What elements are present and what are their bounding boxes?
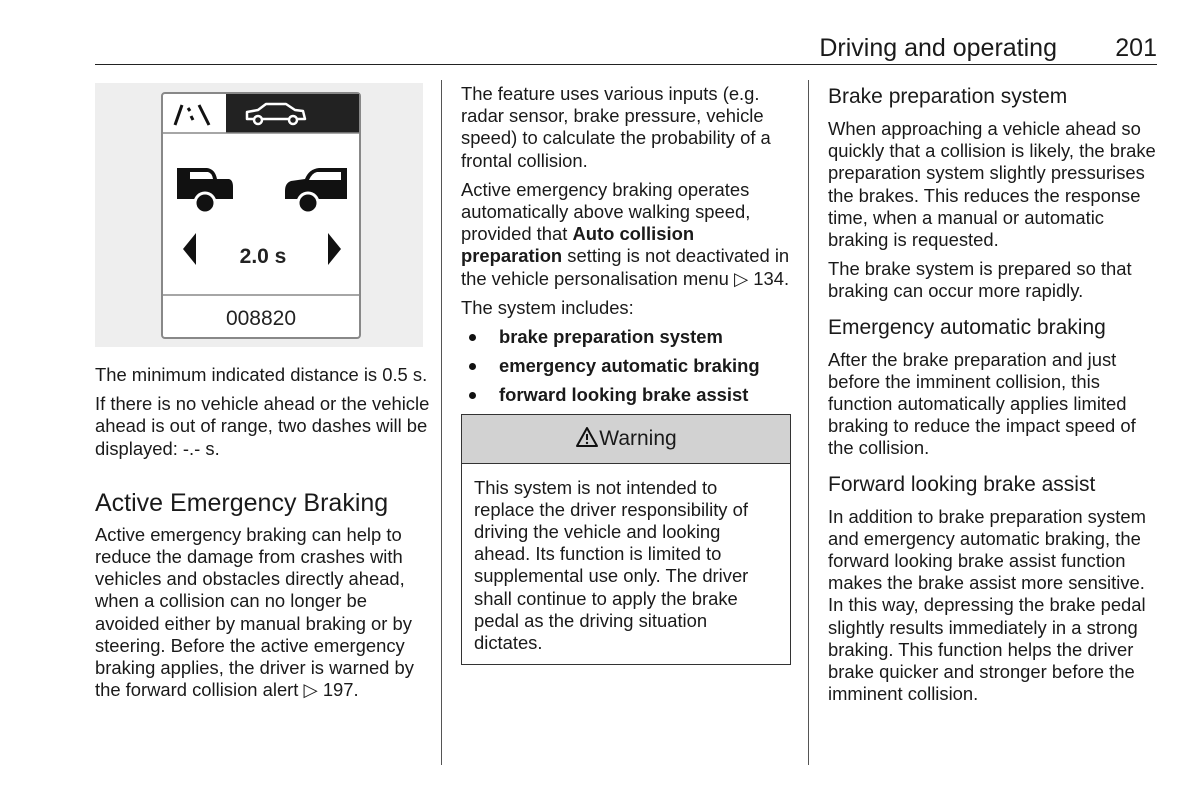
paragraph-emergency-braking: After the brake preparation and just before the imminent collision, this function automatically applies limited braking to reduce the impact speed of the collision. (828, 348, 1136, 459)
paragraph-aeb-intro: Active emergency braking can help to reduce the damage from crashes with vehicles and obstacles directly ahead, when a collision can no longer be avoided either by manual braking or by steering. Before the active emergency braking applies, the driver is warned by the forward collision alert ▷ 197. (95, 523, 414, 701)
section-heading: Active Emergency Braking (95, 488, 389, 517)
column-middle (461, 83, 791, 665)
subheading-emergency-braking: Emergency automatic braking (828, 315, 1106, 339)
distance-value: 2.0 s (239, 245, 287, 268)
section-title: Driving and operating (819, 34, 1057, 62)
page-number: 201 (1115, 34, 1157, 62)
display-illustration (95, 83, 423, 347)
warning-box (461, 414, 791, 666)
page-reference-link[interactable]: 134. (753, 267, 790, 289)
setting-name: Auto collision preparation (461, 223, 695, 267)
paragraph-no-vehicle: If there is no vehicle ahead or the vehicle ahead is out of range, two dashes will be displayed: -.- s. (95, 393, 430, 459)
paragraph-brake-prep-1: When approaching a vehicle ahead so quickly that a collision is likely, the brake preparation system slightly pressurises the brakes. This reduces the response time, when a manual or automatic braking is requested. (828, 118, 1156, 251)
paragraph-system-includes: The system includes: (461, 296, 634, 318)
paragraph-min-distance: The minimum indicated distance is 0.5 s. (95, 364, 428, 385)
list-item: emergency automatic braking (461, 355, 791, 377)
warning-header (462, 415, 790, 464)
warning-title: Warning (599, 426, 677, 450)
odometer-readout: 008820 (225, 307, 297, 330)
column-left (95, 364, 430, 708)
reference-arrow-icon: ▷ (303, 679, 318, 701)
warning-triangle-icon (575, 426, 599, 448)
list-item: forward looking brake assist (461, 384, 791, 406)
page-header (95, 32, 1157, 65)
paragraph-operation: Active emergency braking operates automatically above walking speed, provided that Auto collision preparation setting is not deactivated in the vehicle personalisation menu ▷ 134. (461, 178, 790, 289)
page-reference-link[interactable]: 197. (322, 679, 359, 701)
column-divider-left (441, 80, 442, 765)
paragraph-brake-prep-2: The brake system is prepared so that braking can occur more rapidly. (828, 258, 1132, 302)
display-screen (95, 83, 423, 347)
subheading-brake-assist: Forward looking brake assist (828, 472, 1096, 496)
column-right (828, 84, 1163, 712)
reference-arrow-icon: ▷ (733, 267, 749, 289)
feature-list (461, 326, 791, 407)
subheading-brake-preparation: Brake preparation system (828, 85, 1068, 108)
paragraph-brake-assist: In addition to brake preparation system and emergency automatic braking, the forward looking brake assist function makes the brake assist more sensitive. In this way, depressing the brake pedal slightly results immediately in a strong braking. This function helps the driver brake quicker and stronger before the imminent collision. (828, 505, 1146, 705)
column-divider-right (808, 80, 809, 765)
paragraph-inputs: The feature uses various inputs (e.g. radar sensor, brake pressure, vehicle speed) to calculate the probability of a frontal collision. (461, 83, 771, 171)
list-item: brake preparation system (461, 326, 791, 348)
warning-body: This system is not intended to replace the driver responsibility of driving the vehicle and looking ahead. Its function is limited to supplemental use only. The driver shall continue to apply the brake pedal as the driving situation dictates. (474, 476, 749, 654)
